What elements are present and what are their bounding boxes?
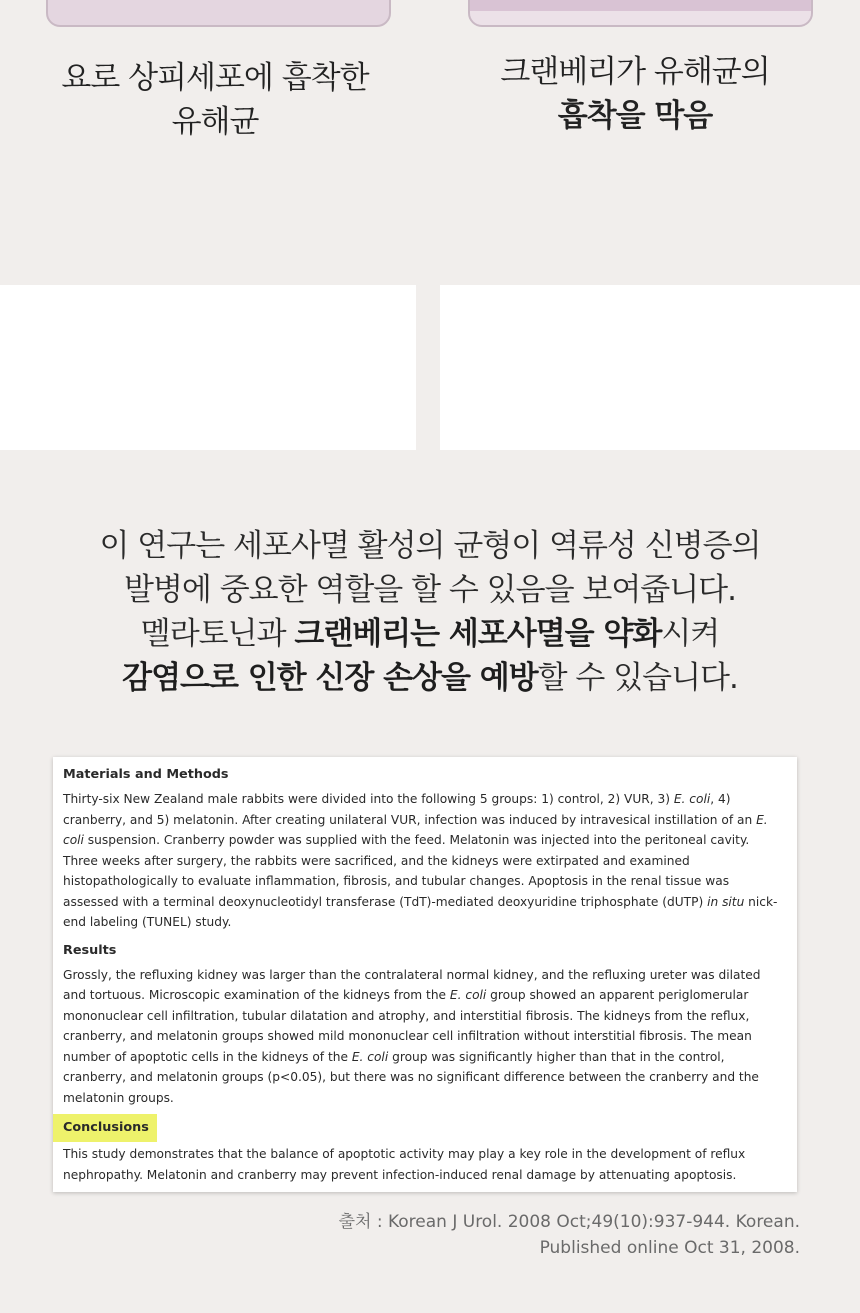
caption-right (440, 50, 830, 138)
summary-line4 (0, 656, 860, 700)
results-text-a: Grossly, the refluxing kidney was larger than the contralateral normal kidney, and the refluxing ureter was dilated and tortuous. Microscopic examination of the kidneys from the (63, 967, 761, 1002)
blank-panel-right (440, 285, 860, 450)
summary-text (0, 524, 860, 700)
caption-left-line2: 유해균 (171, 104, 259, 140)
methods-text-g: nick-end labeling (TUNEL) study. (63, 894, 778, 929)
caption-left (20, 56, 410, 144)
summary-line2: 발병에 중요한 역할을 할 수 있음을 보여줍니다. (124, 572, 736, 608)
methods-text-a: Thirty-six New Zealand male rabbits were divided into the following 5 groups: 1) control, 2) VUR, 3) (63, 792, 674, 806)
source-line2: Published online Oct 31, 2008. (539, 1238, 800, 1258)
summary-line3-suffix: 시켜 (661, 616, 720, 652)
methods-text-e: suspension. Cranberry powder was supplied with the feed. Melatonin was injected into the peritoneal cavity. Three weeks after surgery, the rabbits were sacrificed, and the kidneys were extirpated and examined histopathologically to evaluate inflammation, fibrosis, and tubular changes. Apoptosis in the renal tissue was assessed with a terminal deoxynucleotidyl transferase (TdT)-mediated deoxyuridine triphosphate (dUTP) (63, 833, 750, 909)
conclusions-text: This study demonstrates that the balance of apoptotic activity may play a key role in the development of reflux nephropathy. Melatonin and cranberry may prevent infection-induced renal damage by attenuating apoptosis. (63, 1147, 746, 1182)
results-text (63, 965, 785, 1109)
summary-line3 (0, 612, 860, 656)
methods-text-c: , 4) cranberry, and 5) melatonin. After creating unilateral VUR, infection was induced by intravesical instillation of an (63, 792, 757, 827)
results-text-c: group showed an apparent periglomerular mononuclear cell infiltration, tubular dilatation and atrophy, and interstitial fibrosis. The kidneys from the reflux, cranberry, and melatonin groups showed mild mononuclear cell infiltration without interstitial fibrosis. The mean number of apoptotic cells in the kidneys of the (63, 988, 752, 1064)
caption-left-line1: 요로 상피세포에 흡착한 (61, 60, 369, 96)
caption-right-line1: 크랜베리가 유해균의 (500, 54, 770, 90)
decor-wave (470, 11, 811, 25)
image-card-left (46, 0, 391, 27)
results-text-e: group was significantly higher than that in the control, cranberry, and melatonin groups (p<0.05), but there was no significant difference between the cranberry and the melatonin groups. (63, 1049, 759, 1105)
summary-line4-bold: 감염으로 인한 신장 손상을 예방 (122, 660, 538, 696)
image-card-right (468, 0, 813, 27)
summary-line4-suffix: 할 수 있습니다. (537, 660, 738, 696)
summary-line3-prefix: 멜라토닌과 (140, 616, 295, 652)
summary-line1: 이 연구는 세포사멸 활성의 균형이 역류성 신병증의 (99, 528, 761, 564)
conclusions-heading-wrap (63, 1114, 785, 1142)
results-text-b: E. coli (449, 988, 487, 1002)
methods-text (63, 789, 785, 933)
caption-right-line2-bold: 흡착을 막음 (557, 98, 713, 134)
methods-heading: Materials and Methods (63, 767, 229, 782)
blank-panel-left (0, 285, 416, 450)
methods-text-d: E. coli (63, 812, 768, 847)
results-text-d: E. coli (351, 1049, 389, 1064)
conclusions-heading: Conclusions (53, 1114, 157, 1142)
summary-line3-bold: 크랜베리는 세포사멸을 약화 (294, 616, 662, 652)
paper-abstract (53, 757, 797, 1192)
methods-text-b: E. coli (673, 792, 711, 806)
source-line1: 출처 : Korean J Urol. 2008 Oct;49(10):937-944. Korean. (338, 1212, 800, 1232)
results-heading: Results (63, 942, 117, 958)
methods-text-f: in situ (707, 894, 745, 909)
source-citation (339, 1209, 800, 1261)
